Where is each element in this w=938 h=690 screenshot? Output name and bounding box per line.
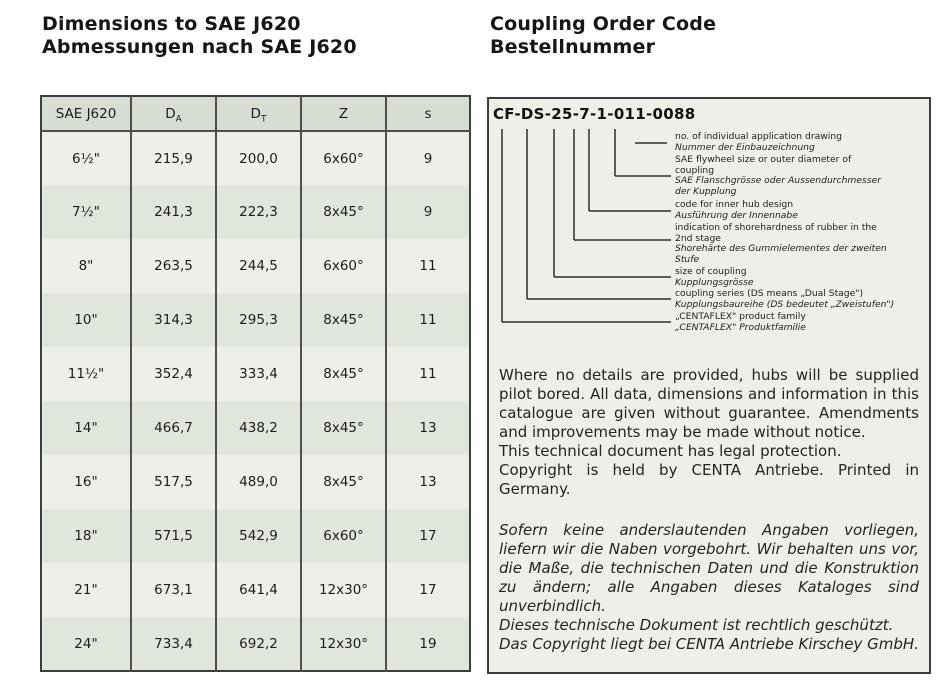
left-title-german: Abmessungen nach SAE J620 bbox=[42, 36, 357, 58]
table-cell: 6x60° bbox=[301, 509, 386, 563]
table-cell: 222,3 bbox=[216, 185, 301, 239]
table-cell: 295,3 bbox=[216, 293, 301, 347]
notice-paragraph: Dieses technische Dokument ist rechtlich geschützt. bbox=[499, 616, 894, 634]
table-cell: 7½" bbox=[41, 185, 131, 239]
label-line-german: Shorehärte des Gummielementes der zweiten bbox=[675, 243, 887, 254]
label-line-english: coupling bbox=[675, 164, 715, 176]
order-code-label bbox=[675, 132, 927, 153]
label-line-english: 2nd stage bbox=[675, 232, 721, 244]
table-cell: 489,0 bbox=[216, 455, 301, 509]
table-cell: 8x45° bbox=[301, 347, 386, 401]
table-cell: 14" bbox=[41, 401, 131, 455]
table-cell: 692,2 bbox=[216, 617, 301, 671]
header-row bbox=[41, 96, 470, 131]
table-cell: 733,4 bbox=[131, 617, 216, 671]
table-cell: 8x45° bbox=[301, 293, 386, 347]
table-cell: 6x60° bbox=[301, 239, 386, 293]
column-header: $D_A$ bbox=[131, 96, 216, 131]
order-code-label bbox=[675, 155, 927, 197]
table-cell: 21" bbox=[41, 563, 131, 617]
table-cell: 8x45° bbox=[301, 455, 386, 509]
table-row bbox=[41, 185, 470, 239]
table-cell: 13 bbox=[386, 455, 470, 509]
dimensions-table-body bbox=[41, 131, 470, 671]
notice-paragraph: Das Copyright liegt bei CENTA Antriebe Kirschey GmbH. bbox=[499, 635, 919, 653]
table-row bbox=[41, 347, 470, 401]
order-code-panel bbox=[487, 97, 931, 674]
table-cell: 8x45° bbox=[301, 401, 386, 455]
column-header: $D_T$ bbox=[216, 96, 301, 131]
table-row bbox=[41, 563, 470, 617]
table-cell: 263,5 bbox=[131, 239, 216, 293]
table-row bbox=[41, 455, 470, 509]
label-line-english: size of coupling bbox=[675, 266, 747, 277]
table-cell: 10" bbox=[41, 293, 131, 347]
table-cell: 17 bbox=[386, 563, 470, 617]
label-line-english: coupling series (DS means „Dual Stage") bbox=[675, 288, 864, 299]
table-cell: 12x30° bbox=[301, 563, 386, 617]
table-cell: 8x45° bbox=[301, 185, 386, 239]
table-cell: 241,3 bbox=[131, 185, 216, 239]
table-cell: 11 bbox=[386, 347, 470, 401]
notice-english bbox=[499, 366, 919, 499]
table-cell: 11 bbox=[386, 293, 470, 347]
table-cell: 18" bbox=[41, 509, 131, 563]
table-cell: 641,4 bbox=[216, 563, 301, 617]
table-cell: 517,5 bbox=[131, 455, 216, 509]
table-cell: 215,9 bbox=[131, 131, 216, 185]
right-section-title bbox=[490, 13, 716, 59]
right-title-english: Coupling Order Code bbox=[490, 13, 717, 35]
table-cell: 200,0 bbox=[216, 131, 301, 185]
table-cell: 19 bbox=[386, 617, 470, 671]
label-line-german: „CENTAFLEX" Produktfamilie bbox=[675, 321, 806, 333]
table-cell: 12x30° bbox=[301, 617, 386, 671]
dimensions-table-header bbox=[41, 96, 470, 131]
label-line-german: Stufe bbox=[675, 253, 700, 265]
table-row bbox=[41, 239, 470, 293]
notice-paragraph: Where no details are provided, hubs will be supplied pilot bored. All data, dimensions and information in this catalogue are given without guarantee. Amendments and improvements may be made without notice. bbox=[499, 366, 919, 441]
label-line-english: code for inner hub design bbox=[675, 199, 794, 210]
table-cell: 333,4 bbox=[216, 347, 301, 401]
label-line-english: „CENTAFLEX" product family bbox=[675, 311, 806, 322]
label-line-english: SAE flywheel size or outer diameter of bbox=[675, 154, 852, 165]
table-cell: 6½" bbox=[41, 131, 131, 185]
label-line-german: SAE Flanschgrösse oder Aussendurchmesser bbox=[675, 175, 882, 186]
table-cell: 466,7 bbox=[131, 401, 216, 455]
table-row bbox=[41, 131, 470, 185]
table-row bbox=[41, 509, 470, 563]
label-line-german: Ausführung der Innennabe bbox=[675, 209, 798, 221]
notice-german bbox=[499, 521, 919, 654]
left-title-english: Dimensions to SAE J620 bbox=[42, 13, 301, 35]
table-cell: 13 bbox=[386, 401, 470, 455]
label-line-english: indication of shorehardness of rubber in the bbox=[675, 222, 877, 233]
table-cell: 8" bbox=[41, 239, 131, 293]
table-cell: 314,3 bbox=[131, 293, 216, 347]
left-section-title bbox=[42, 13, 357, 59]
table-cell: 542,9 bbox=[216, 509, 301, 563]
notice-paragraph: Copyright is held by CENTA Antriebe. Printed in Germany. bbox=[499, 461, 919, 498]
table-cell: 9 bbox=[386, 185, 470, 239]
table-cell: 673,1 bbox=[131, 563, 216, 617]
order-code-label bbox=[675, 200, 927, 221]
table-cell: 352,4 bbox=[131, 347, 216, 401]
table-cell: 6x60° bbox=[301, 131, 386, 185]
label-line-english: no. of individual application drawing bbox=[675, 131, 842, 142]
table-cell: 24" bbox=[41, 617, 131, 671]
table-cell: 571,5 bbox=[131, 509, 216, 563]
right-title-german: Bestellnummer bbox=[490, 36, 656, 58]
label-line-german: der Kupplung bbox=[675, 185, 737, 197]
table-cell: 9 bbox=[386, 131, 470, 185]
column-header: Z bbox=[301, 96, 386, 131]
column-header: SAE J620 bbox=[41, 96, 131, 131]
table-cell: 11 bbox=[386, 239, 470, 293]
dimensions-table bbox=[40, 95, 471, 672]
notice-paragraph: This technical document has legal protection. bbox=[499, 442, 842, 460]
order-code-value: CF-DS-25-7-1-011-0088 bbox=[493, 105, 696, 123]
column-header: s bbox=[386, 96, 470, 131]
order-code-label bbox=[675, 223, 927, 265]
order-code-label bbox=[675, 267, 927, 288]
order-code-label bbox=[675, 312, 927, 333]
table-cell: 17 bbox=[386, 509, 470, 563]
label-line-german: Kupplungsbaureihe (DS bedeutet „Zweistufen") bbox=[675, 298, 895, 310]
notice-paragraph: Sofern keine anderslautenden Angaben vorliegen, liefern wir die Naben vorgebohrt. Wir behalten uns vor, die Maße, die technischen Daten und die Konstruktion zu ändern; alle Angaben dieses Kataloges sind unverbindlich. bbox=[499, 521, 919, 615]
table-cell: 244,5 bbox=[216, 239, 301, 293]
label-line-german: Nummer der Einbauzeichnung bbox=[675, 141, 815, 153]
order-code-label bbox=[675, 289, 927, 310]
table-row bbox=[41, 293, 470, 347]
table-cell: 11½" bbox=[41, 347, 131, 401]
table-row bbox=[41, 617, 470, 671]
table-cell: 16" bbox=[41, 455, 131, 509]
table-cell: 438,2 bbox=[216, 401, 301, 455]
table-row bbox=[41, 401, 470, 455]
label-line-german: Kupplungsgrösse bbox=[675, 276, 754, 288]
